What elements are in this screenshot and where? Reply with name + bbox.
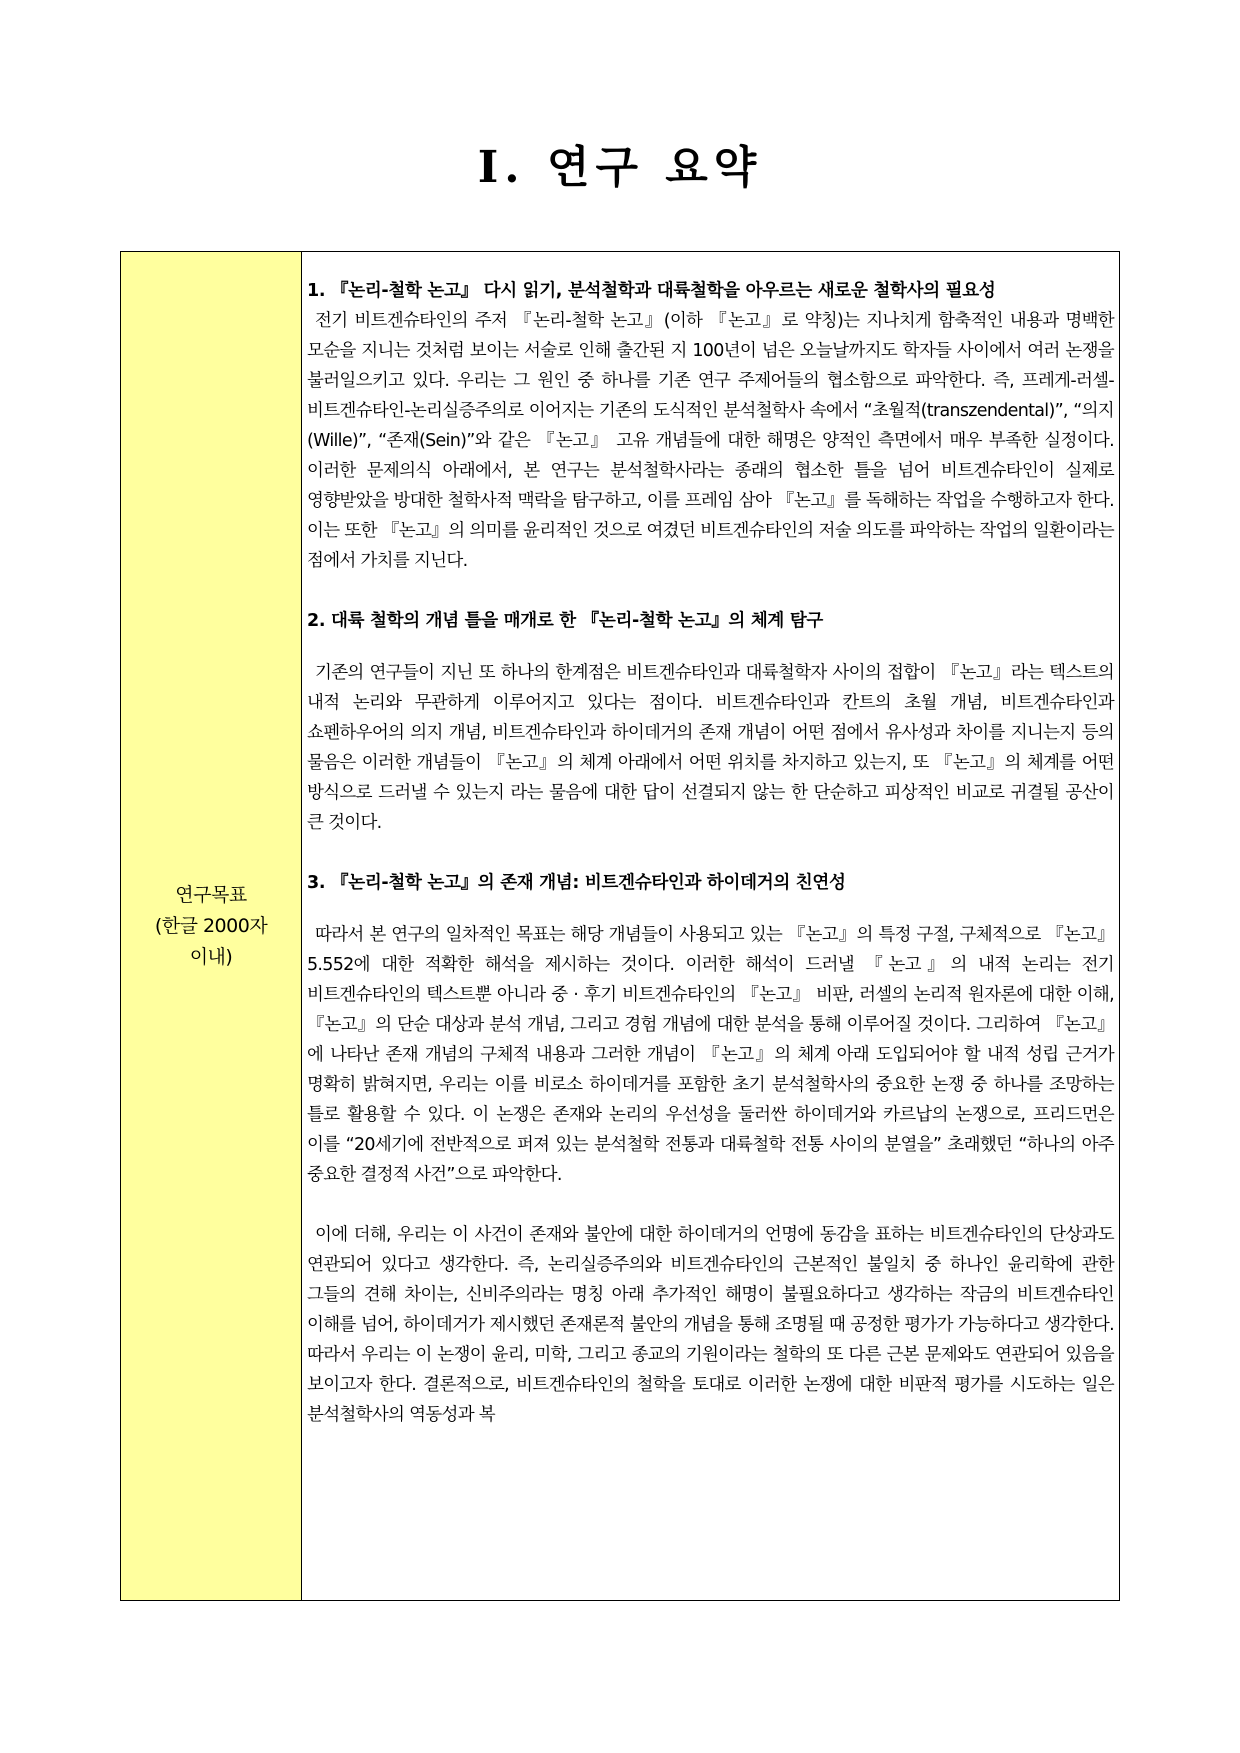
table-row bbox=[121, 252, 1120, 1601]
section-spacer bbox=[307, 1190, 1114, 1220]
row-label-line: 이내) bbox=[189, 945, 233, 968]
row-label-line: (한글 2000자 bbox=[154, 914, 268, 937]
section-3-paragraph: 이에 더해, 우리는 이 사건이 존재와 불안에 대한 하이데거의 언명에 동감을 표하는 비트겐슈타인의 단상과도 연관되어 있다고 생각한다. 즉, 논리실증주의와 비트겐슈타인의 근본적인 불일치 중 하나인 윤리학에 관한 그들의 견해 차이는, 신비주의라는 명칭 아래 추가적인 해명이 불필요하다고 생각하는 작금의 비트겐슈타인 이해를 넘어, 하이데거가 제시했던 존재론적 불안의 개념을 통해 조명될 때 공정한 평가가 가능하다고 생각한다. 따라서 우리는 이 논쟁이 윤리, 미학, 그리고 종교의 기원이라는 철학의 또 다른 근본 문제와도 연관되어 있음을 보이고자 한다. 결론적으로, 비트겐슈타인의 철학을 토대로 이러한 논쟁에 대한 비판적 평가를 시도하는 일은 분석철학사의 역동성과 복 bbox=[307, 1225, 1114, 1425]
section-2-paragraph: 기존의 연구들이 지닌 또 하나의 한계점은 비트겐슈타인과 대륙철학자 사이의 접합이 『논고』라는 텍스트의 내적 논리와 무관하게 이루어지고 있다는 점이다. 비트겐슈타인과 칸트의 초월 개념, 비트겐슈타인과 쇼펜하우어의 의지 개념, 비트겐슈타인과 하이데거의 존재 개념이 어떤 점에서 유사성과 차이를 지니는지 등의 물음은 이러한 개념들이 『논고』의 체계 아래에서 어떤 위치를 차지하고 있는지, 또 『논고』의 체계를 어떤 방식으로 드러낼 수 있는지 라는 물음에 대한 답이 선결되지 않는 한 단순하고 피상적인 비교로 귀결될 공산이 큰 것이다. bbox=[307, 663, 1114, 833]
section-heading-1: 1. 『논리-철학 논고』 다시 읽기, 분석철학과 대륙철학을 아우르는 새로운 철학사의 필요성 bbox=[307, 281, 996, 301]
section-heading-3: 3. 『논리-철학 논고』의 존재 개념: 비트겐슈타인과 하이데거의 친연성 bbox=[307, 873, 846, 893]
section-spacer bbox=[307, 636, 1114, 658]
summary-table bbox=[120, 251, 1120, 1601]
section-3-paragraph: 따라서 본 연구의 일차적인 목표는 해당 개념들이 사용되고 있는 『논고』의 특정 구절, 구체적으로 『논고』 5.552에 대한 적확한 해석을 제시하는 것이다. 이러한 해석이 드러낼 『논고』의 내적 논리는 전기 비트겐슈타인의 텍스트뿐 아니라 중 · 후기 비트겐슈타인의 『논고』 비판, 러셀의 논리적 원자론에 대한 이해, 『논고』의 단순 대상과 분석 개념, 그리고 경험 개념에 대한 분석을 통해 이루어질 것이다. 그리하여 『논고』에 나타난 존재 개념의 구체적 내용과 그러한 개념이 『논고』의 체계 아래 도입되어야 할 내적 성립 근거가 명확히 밝혀지면, 우리는 이를 비로소 하이데거를 포함한 초기 분석철학사의 중요한 논쟁 중 하나를 조망하는 틀로 활용할 수 있다. 이 논쟁은 존재와 논리의 우선성을 둘러싼 하이데거와 카르납의 논쟁으로, 프리드먼은 이를 “20세기에 전반적으로 퍼져 있는 분석철학 전통과 대륙철학 전통 사이의 분열을” 초래했던 “하나의 아주 중요한 결정적 사건”으로 파악한다. bbox=[307, 925, 1114, 1185]
section-spacer bbox=[307, 576, 1114, 606]
content-body bbox=[302, 252, 1119, 1578]
row-label-line: 연구목표 bbox=[175, 883, 247, 906]
row-label-cell bbox=[121, 252, 302, 1601]
section-heading-2: 2. 대륙 철학의 개념 틀을 매개로 한 『논리-철학 논고』의 체계 탐구 bbox=[307, 611, 824, 631]
page-title: Ⅰ. 연구 요약 bbox=[477, 142, 763, 193]
section-1-paragraph: 전기 비트겐슈타인의 주저 『논리-철학 논고』(이하 『논고』로 약칭)는 지나치게 함축적인 내용과 명백한 모순을 지니는 것처럼 보이는 서술로 인해 출간된 지 100년이 넘은 오늘날까지도 학자들 사이에서 여러 논쟁을 불러일으키고 있다. 우리는 그 원인 중 하나를 기존 연구 주제어들의 협소함으로 파악한다. 즉, 프레게-러셀-비트겐슈타인-논리실증주의로 이어지는 기존의 도식적인 분석철학사 속에서 “초월적(transzendental)”, “의지(Wille)”, “존재(Sein)”와 같은 『논고』 고유 개념들에 대한 해명은 양적인 측면에서 매우 부족한 실정이다. 이러한 문제의식 아래에서, 본 연구는 분석철학사라는 종래의 협소한 틀을 넘어 비트겐슈타인이 실제로 영향받았을 방대한 철학사적 맥락을 탐구하고, 이를 프레임 삼아 『논고』를 독해하는 작업을 수행하고자 한다. 이는 또한 『논고』의 의미를 윤리적인 것으로 여겼던 비트겐슈타인의 저술 의도를 파악하는 작업의 일환이라는 점에서 가치를 지닌다. bbox=[307, 311, 1114, 571]
row-content-cell bbox=[302, 252, 1120, 1601]
section-spacer bbox=[307, 898, 1114, 920]
section-spacer bbox=[307, 838, 1114, 868]
